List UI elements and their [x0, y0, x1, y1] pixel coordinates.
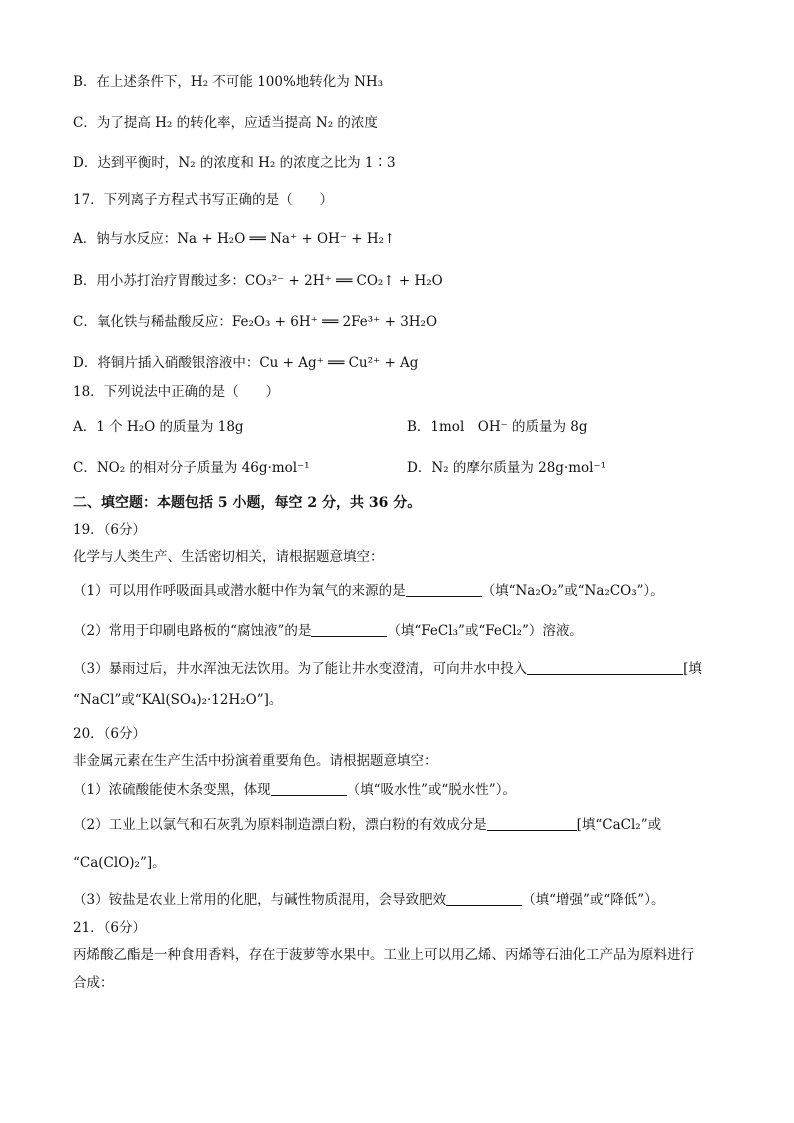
- q16-option-c: C．为了提高 H₂ 的转化率，应适当提高 N₂ 的浓度: [73, 115, 378, 131]
- q16-option-d: D．达到平衡时，N₂ 的浓度和 H₂ 的浓度之比为 1∶3: [73, 155, 396, 171]
- q17-stem: 17．下列离子方程式书写正确的是（ ）: [73, 192, 334, 208]
- q21-heading: 21．（6分）: [73, 920, 147, 936]
- q20-intro: 非金属元素在生产生活中扮演着重要角色。请根据题意填空：: [73, 753, 438, 769]
- q17-option-b: B．用小苏打治疗胃酸过多：CO₃²⁻ + 2H⁺ ══ CO₂↑ + H₂O: [73, 273, 443, 289]
- q20-part-3: （3）铵盐是农业上常用的化肥，与碱性物质混用，会导致肥效 （填“增强”或“降低”）。: [73, 892, 665, 908]
- q17-option-d: D．将铜片插入硝酸银溶液中：Cu + Ag⁺ ══ Cu²⁺ + Ag: [73, 355, 419, 371]
- q19-intro: 化学与人类生产、生活密切相关，请根据题意填空：: [73, 549, 384, 565]
- q17-option-c: C．氧化铁与稀盐酸反应：Fe₂O₃ + 6H⁺ ══ 2Fe³⁺ + 3H₂O: [73, 314, 438, 330]
- q20-part-2: （2）工业上以氯气和石灰乳为原料制造漂白粉，漂白粉的有效成分是 [填“CaCl₂”或: [73, 817, 662, 833]
- q19-part-3-cont: “NaCl”或“KAl(SO₄)₂·12H₂O”]。: [73, 692, 283, 708]
- q18-option-b: B．1mol OH⁻ 的质量为 8g: [407, 419, 588, 435]
- q17-option-a: A．钠与水反应：Na + H₂O ══ Na⁺ + OH⁻ + H₂↑: [73, 231, 396, 247]
- q18-option-d: D．N₂ 的摩尔质量为 28g·mol⁻¹: [407, 460, 607, 476]
- q21-text-line-2: 合成：: [73, 975, 114, 991]
- q19-heading: 19．（6分）: [73, 522, 147, 538]
- answer-blank[interactable]: [271, 781, 347, 796]
- answer-blank[interactable]: [446, 891, 522, 906]
- answer-blank[interactable]: [406, 582, 482, 597]
- answer-blank[interactable]: [527, 660, 683, 675]
- q20-part-1: （1）浓硫酸能使木条变黑，体现 （填“吸水性”或“脱水性”）。: [73, 782, 516, 798]
- q21-text-line-1: 丙烯酸乙酯是一种食用香料，存在于菠萝等水果中。工业上可以用乙烯、丙烯等石油化工产品为原料进行: [73, 947, 694, 963]
- answer-blank[interactable]: [487, 816, 577, 831]
- q19-part-2: （2）常用于印刷电路板的“腐蚀液”的是 （填“FeCl₃”或“FeCl₂”）溶液。: [73, 623, 583, 639]
- q18-stem: 18．下列说法中正确的是（ ）: [73, 384, 280, 400]
- q16-option-b: B．在上述条件下，H₂ 不可能 100%地转化为 NH₃: [73, 74, 384, 90]
- answer-blank[interactable]: [311, 622, 387, 637]
- q19-part-1: （1）可以用作呼吸面具或潜水艇中作为氧气的来源的是 （填“Na₂O₂”或“Na₂CO₃”）。: [73, 583, 664, 599]
- q19-part-3: （3）暴雨过后，井水浑浊无法饮用。为了能让井水变澄清，可向井水中投入 [填: [73, 661, 702, 677]
- q18-option-a: A．1 个 H₂O 的质量为 18g: [73, 419, 244, 435]
- section-2-heading: 二、填空题：本题包括 5 小题，每空 2 分，共 36 分。: [73, 495, 422, 511]
- q20-heading: 20．（6分）: [73, 726, 147, 742]
- q20-part-2-cont: “Ca(ClO)₂”]。: [73, 855, 166, 871]
- q18-option-c: C．NO₂ 的相对分子质量为 46g·mol⁻¹: [73, 460, 310, 476]
